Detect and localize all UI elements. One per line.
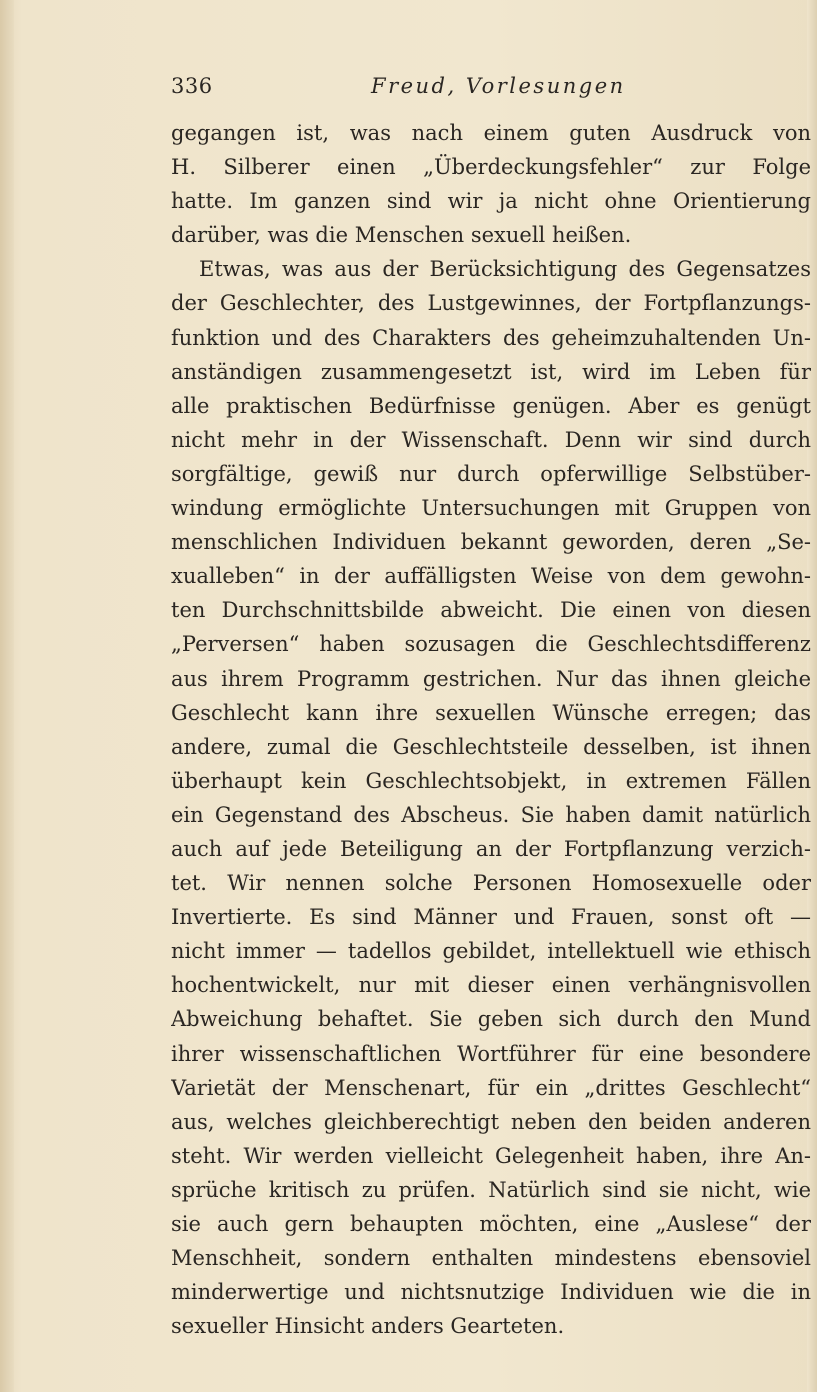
- text-line: Abweichung behaftet. Sie geben sich durch den Mund: [171, 1007, 811, 1032]
- text-line: Menschheit, sondern enthalten mindestens ebensoviel: [171, 1246, 811, 1271]
- text-line: „Perversen“ haben sozusagen die Geschlechtsdifferenz: [171, 632, 811, 657]
- text-line: der Geschlechter, des Lustgewinnes, der Fortpflanzungs-: [171, 291, 811, 316]
- text-line: tet. Wir nennen solche Personen Homosexuelle oder: [171, 871, 811, 896]
- text-line: xualleben“ in der auffälligsten Weise von dem gewohn-: [171, 564, 811, 589]
- text-line: hochentwickelt, nur mit dieser einen verhängnisvollen: [171, 973, 811, 998]
- text-line: sexueller Hinsicht anders Gearteten.: [171, 1314, 565, 1339]
- text-line: Invertierte. Es sind Männer und Frauen, sonst oft —: [171, 905, 811, 930]
- text-line: ihrer wissenschaftlichen Wortführer für eine besondere: [171, 1041, 811, 1066]
- text-line: aus ihrem Programm gestrichen. Nur das ihnen gleiche: [171, 666, 811, 691]
- body-text: [171, 116, 811, 1343]
- text-line: ein Gegenstand des Abscheus. Sie haben damit natürlich: [171, 802, 811, 827]
- page-number: 336: [171, 74, 213, 98]
- text-line: ten Durchschnittsbilde abweicht. Die einen von diesen: [171, 598, 811, 623]
- text-line: gegangen ist, was nach einem guten Ausdruck von: [171, 121, 811, 145]
- text-line: funktion und des Charakters des geheimzuhaltenden Un-: [171, 325, 811, 350]
- text-line: H. Silberer einen „Überdeckungsfehler“ zur Folge: [171, 155, 811, 180]
- text-line: sorgfältige, gewiß nur durch opferwillige Selbstüber-: [171, 461, 811, 486]
- text-line: Geschlecht kann ihre sexuellen Wünsche erregen; das: [171, 700, 811, 725]
- text-line: alle praktischen Bedürfnisse genügen. Aber es genügt: [171, 393, 811, 418]
- text-line: sprüche kritisch zu prüfen. Natürlich sind sie nicht, wie: [171, 1177, 811, 1202]
- page-gutter: [0, 0, 14, 1392]
- text-line: Varietät der Menschenart, für ein „drittes Geschlecht“: [171, 1075, 811, 1100]
- text-line: darüber, was die Menschen sexuell heißen.: [171, 223, 632, 248]
- page-header: [171, 74, 813, 114]
- text-line: minderwertige und nichtsnutzige Individuen wie die in: [171, 1280, 811, 1305]
- running-head: Freud, Vorlesungen: [371, 74, 626, 98]
- text-line: menschlichen Individuen bekannt geworden, deren „Se-: [171, 530, 811, 555]
- text-line: aus, welches gleichberechtigt neben den beiden anderen: [171, 1109, 811, 1134]
- text-line: auch auf jede Beteiligung an der Fortpflanzung verzich-: [171, 836, 811, 861]
- text-line: sie auch gern behaupten möchten, eine „Auslese“ der: [171, 1212, 811, 1236]
- text-line: Etwas, was aus der Berücksichtigung des Gegensatzes: [199, 257, 811, 282]
- text-line: hatte. Im ganzen sind wir ja nicht ohne Orientierung: [171, 189, 811, 214]
- text-line: nicht immer — tadellos gebildet, intellektuell wie ethisch: [171, 939, 811, 964]
- text-line: überhaupt kein Geschlechtsobjekt, in extremen Fällen: [171, 768, 811, 793]
- text-line: anständigen zusammengesetzt ist, wird im Leben für: [171, 359, 811, 384]
- text-line: nicht mehr in der Wissenschaft. Denn wir sind durch: [171, 427, 811, 452]
- text-line: andere, zumal die Geschlechtsteile desselben, ist ihnen: [171, 734, 811, 759]
- text-line: steht. Wir werden vielleicht Gelegenheit haben, ihre An-: [171, 1143, 811, 1168]
- text-line: windung ermöglichte Untersuchungen mit Gruppen von: [171, 496, 811, 521]
